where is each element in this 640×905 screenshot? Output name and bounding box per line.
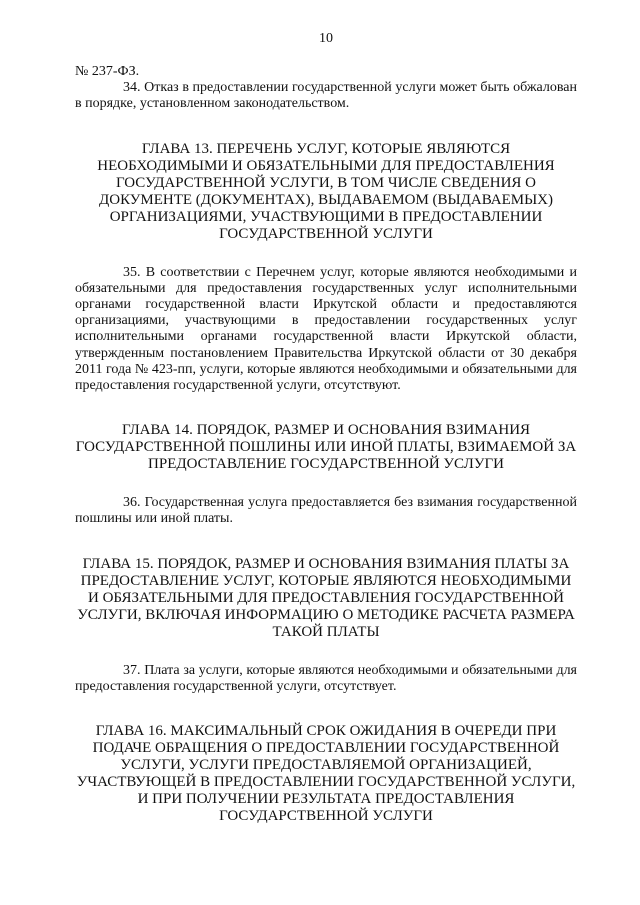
heading-chapter-13: ГЛАВА 13. ПЕРЕЧЕНЬ УСЛУГ, КОТОРЫЕ ЯВЛЯЮТСЯ НЕОБХОДИМЫМИ И ОБЯЗАТЕЛЬНЫМИ ДЛЯ ПРЕДОСТАВЛЕНИЯ ГОСУДАРСТВЕННОЙ УСЛУГИ, В ТОМ ЧИСЛЕ СВЕДЕНИЯ О ДОКУМЕНТЕ (ДОКУМЕНТАХ), ВЫДАВАЕМОМ (ВЫДАВАЕМЫХ) ОРГАНИЗАЦИЯМИ, УЧАСТВУЮЩИМИ В ПРЕДОСТАВЛЕНИИ ГОСУДАРСТВЕННОЙ УСЛУГИ (97, 140, 555, 242)
heading-chapter-16: ГЛАВА 16. МАКСИМАЛЬНЫЙ СРОК ОЖИДАНИЯ В ОЧЕРЕДИ ПРИ ПОДАЧЕ ОБРАЩЕНИЯ О ПРЕДОСТАВЛЕНИИ ГОСУДАРСТВЕННОЙ УСЛУГИ, УСЛУГИ ПРЕДОСТАВЛЯЕМОЙ ОРГАНИЗАЦИЕЙ, УЧАСТВУЮЩЕЙ В ПРЕДОСТАВЛЕНИИ ГОСУДАРСТВЕННОЙ УСЛУГИ, И ПРИ ПОЛУЧЕНИИ РЕЗУЛЬТАТА ПРЕДОСТАВЛЕНИЯ ГОСУДАРСТВЕННОЙ УСЛУГИ (76, 723, 576, 825)
document-page (75, 30, 577, 825)
paragraph-law-reference: № 237-ФЗ. (75, 64, 140, 79)
heading-chapter-15: ГЛАВА 15. ПОРЯДОК, РАЗМЕР И ОСНОВАНИЯ ВЗИМАНИЯ ПЛАТЫ ЗА ПРЕДОСТАВЛЕНИЕ УСЛУГ, КОТОРЫЕ ЯВЛЯЮТСЯ НЕОБХОДИМЫМИ И ОБЯЗАТЕЛЬНЫМИ ДЛЯ ПРЕДОСТАВЛЕНИЯ ГОСУДАРСТВЕННОЙ УСЛУГИ, ВКЛЮЧАЯ ИНФОРМАЦИЮ О МЕТОДИКЕ РАСЧЕТА РАЗМЕРА ТАКОЙ ПЛАТЫ (77, 555, 575, 640)
paragraph-37: 37. Плата за услуги, которые являются необходимыми и обязательными для предоставления государственной услуги, отсутствует. (75, 662, 577, 694)
paragraph-34: 34. Отказ в предоставлении государственной услуги может быть обжалован в порядке, установленном законодательством. (75, 80, 577, 112)
page-number: 10 (319, 31, 333, 46)
paragraph-36: 36. Государственная услуга предоставляется без взимания государственной пошлины или иной платы. (75, 495, 577, 527)
heading-chapter-14: ГЛАВА 14. ПОРЯДОК, РАЗМЕР И ОСНОВАНИЯ ВЗИМАНИЯ ГОСУДАРСТВЕННОЙ ПОШЛИНЫ ИЛИ ИНОЙ ПЛАТЫ, ВЗИМАЕМОЙ ЗА ПРЕДОСТАВЛЕНИЕ ГОСУДАРСТВЕННОЙ УСЛУГИ (75, 422, 577, 473)
paragraph-35: 35. В соответствии с Перечнем услуг, которые являются необходимыми и обязательными для предоставления государственных услуг исполнительными органами государственной власти Иркутской области и предоставляются организациями, участвующими в предоставлении государственных услуг исполнительными органами государственной власти Иркутской области, утвержденным постановлением Правительства Иркутской области от 30 декабря 2011 года № 423-пп, услуги, которые являются необходимыми и обязательными для предоставления государственной услуги, отсутствуют. (75, 264, 577, 394)
